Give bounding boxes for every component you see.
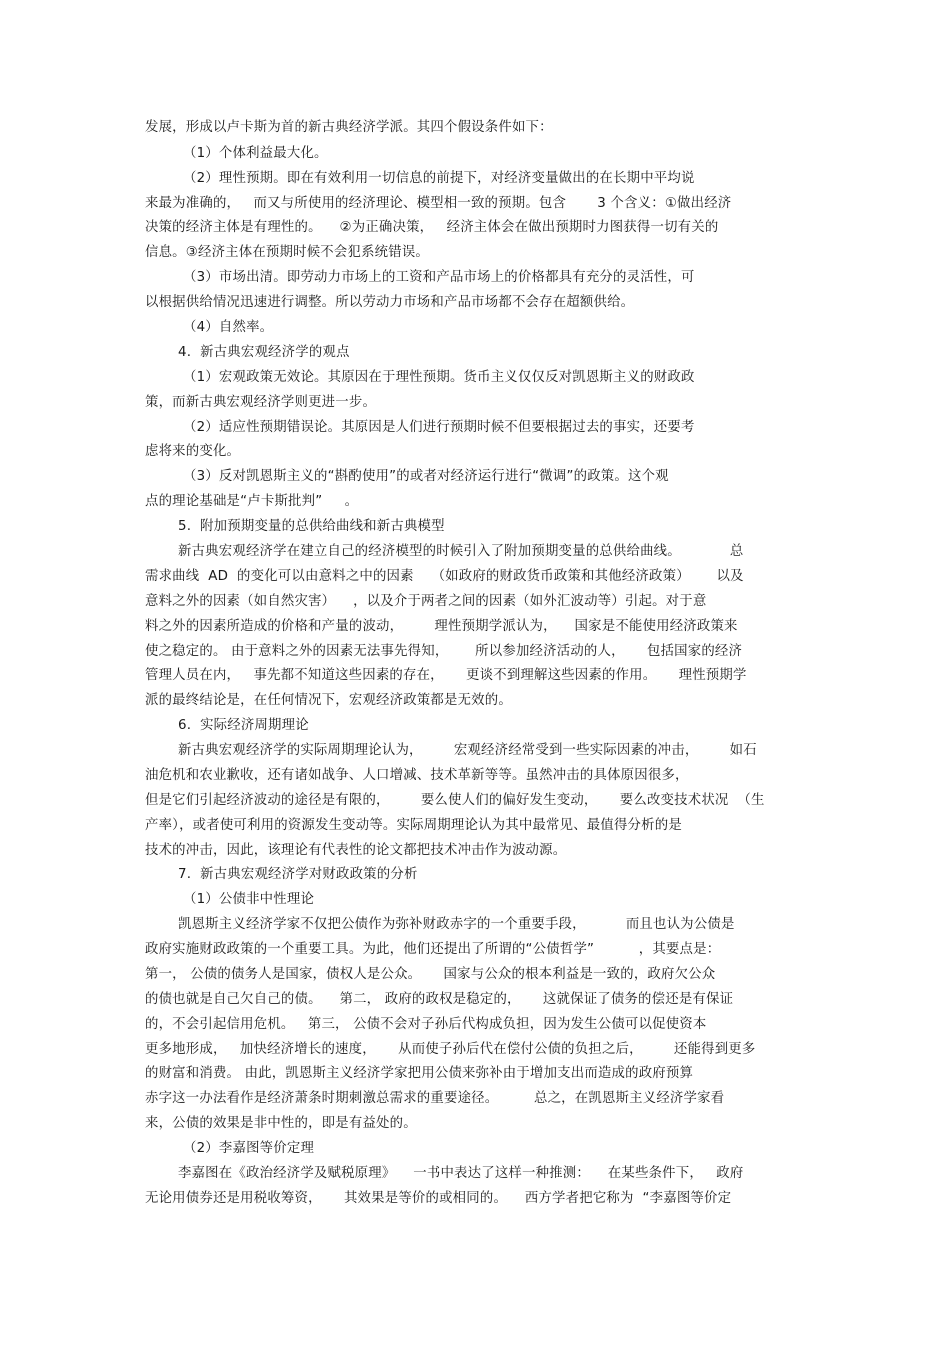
text-line: 技术的冲击，因此，该理论有代表性的论文都把技术冲击作为波动源。: [145, 843, 567, 858]
text-line: 点的理论基础是“卢卡斯批判” 。: [145, 494, 359, 509]
text-line: 信息。③经济主体在预期时候不会犯系统错误。: [145, 245, 430, 260]
text-line: （1）个体利益最大化。: [183, 146, 328, 161]
text-line: （2）理性预期。即在有效利用一切信息的前提下，对经济变量做出的在长期中平均说: [183, 171, 695, 186]
text-line: 策，而新古典宏观经济学则更进一步。: [145, 395, 377, 410]
text-line: （2）适应性预期错误论。其原因是人们进行预期时候不但要根据过去的事实，还要考: [183, 420, 695, 435]
text-line: 凯恩斯主义经济学家不仅把公债作为弥补财政赤字的一个重要手段， 而且也认为公债是: [178, 917, 735, 932]
text-line: （3）市场出清。即劳动力市场上的工资和产品市场上的价格都具有充分的灵活性，可: [183, 270, 695, 285]
text-line: 更多地形成， 加快经济增长的速度， 从而使子孙后代在偿付公债的负担之后， 还能得到更多: [145, 1042, 756, 1057]
text-line: 需求曲线 AD 的变化可以由意料之中的因素 （如政府的财政货币政策和其他经济政策） 以及: [145, 569, 744, 584]
text-line: 但是它们引起经济波动的途径是有限的， 要么使人们的偏好发生变动， 要么改变技术状况 （生: [145, 793, 765, 808]
section-heading: 5. 附加预期变量的总供给曲线和新古典模型: [178, 519, 445, 534]
text-line: 赤字这一办法看作是经济萧条时期刺激总需求的重要途径。 总之，在凯恩斯主义经济学家看: [145, 1091, 725, 1106]
text-line: 无论用债券还是用税收筹资， 其效果是等价的或相同的。 西方学者把它称为 “李嘉图等价定: [145, 1191, 732, 1206]
text-line: 管理人员在内， 事先都不知道这些因素的存在， 更谈不到理解这些因素的作用。 理性预期学: [145, 668, 747, 683]
text-line: （3）反对凯恩斯主义的“斟酌使用”的或者对经济运行进行“微调”的政策。这个观: [183, 469, 669, 484]
text-line: （1）宏观政策无效论。其原因在于理性预期。货币主义仅仅反对凯恩斯主义的财政政: [183, 370, 695, 385]
section-heading: 4. 新古典宏观经济学的观点: [178, 345, 350, 360]
text-line: 料之外的因素所造成的价格和产量的波动， 理性预期学派认为， 国家是不能使用经济政策来: [145, 619, 738, 634]
text-line: 政府实施财政政策的一个重要工具。为此，他们还提出了所谓的“公债哲学” ，其要点是：: [145, 942, 721, 957]
text-line: 李嘉图在《政治经济学及赋税原理》 一书中表达了这样一种推测： 在某些条件下， 政府: [178, 1166, 744, 1181]
subsection-heading: （1）公债非中性理论: [183, 892, 315, 907]
text-line: 第一， 公债的债务人是国家，债权人是公众。 国家与公众的根本利益是一致的，政府欠公众: [145, 967, 716, 982]
text-line: 油危机和农业歉收，还有诸如战争、人口增减、技术革新等等。虽然冲击的具体原因很多，: [145, 768, 689, 783]
text-line: （4）自然率。: [183, 320, 274, 335]
text-line: 新古典宏观经济学在建立自己的经济模型的时候引入了附加预期变量的总供给曲线。 总: [178, 544, 744, 559]
text-line: 派的最终结论是，在任何情况下，宏观经济政策都是无效的。: [145, 693, 512, 708]
text-line: 产率），或者使可利用的资源发生变动等。实际周期理论认为其中最常见、最值得分析的是: [145, 818, 682, 833]
text-line: 决策的经济主体是有理性的。 ②为正确决策， 经济主体会在做出预期时力图获得一切有关的: [145, 220, 719, 235]
text-line: 的，不会引起信用危机。 第三， 公债不会对子孙后代构成负担，因为发生公债可以促使资本: [145, 1017, 707, 1032]
text-line: 意料之外的因素（如自然灾害） ，以及介于两者之间的因素（如外汇波动等）引起。对于意: [145, 594, 707, 609]
text-line: 来，公债的效果是非中性的，即是有益处的。: [145, 1116, 417, 1131]
section-heading: 6. 实际经济周期理论: [178, 718, 309, 733]
text-line: 以根据供给情况迅速进行调整。所以劳动力市场和产品市场都不会存在超额供给。: [145, 295, 635, 310]
text-line: 的债也就是自己欠自己的债。 第二， 政府的政权是稳定的， 这就保证了债务的偿还是有保证: [145, 992, 734, 1007]
text-line: 发展，形成以卢卡斯为首的新古典经济学派。其四个假设条件如下：: [145, 120, 553, 135]
text-line: 来最为准确的， 而又与所使用的经济理论、模型相一致的预期。包含 3 个含义：①做出经济: [145, 196, 732, 211]
text-line: 使之稳定的。 由于意料之外的因素无法事先得知， 所以参加经济活动的人， 包括国家的经济: [145, 644, 743, 659]
section-heading: 7. 新古典宏观经济学对财政政策的分析: [178, 867, 418, 882]
text-line: 虑将来的变化。: [145, 444, 241, 459]
subsection-heading: （2）李嘉图等价定理: [183, 1141, 315, 1156]
text-line: 的财富和消费。 由此，凯恩斯主义经济学家把用公债来弥补由于增加支出而造成的政府预算: [145, 1066, 694, 1081]
text-line: 新古典宏观经济学的实际周期理论认为， 宏观经济经常受到一些实际因素的冲击， 如石: [178, 743, 757, 758]
